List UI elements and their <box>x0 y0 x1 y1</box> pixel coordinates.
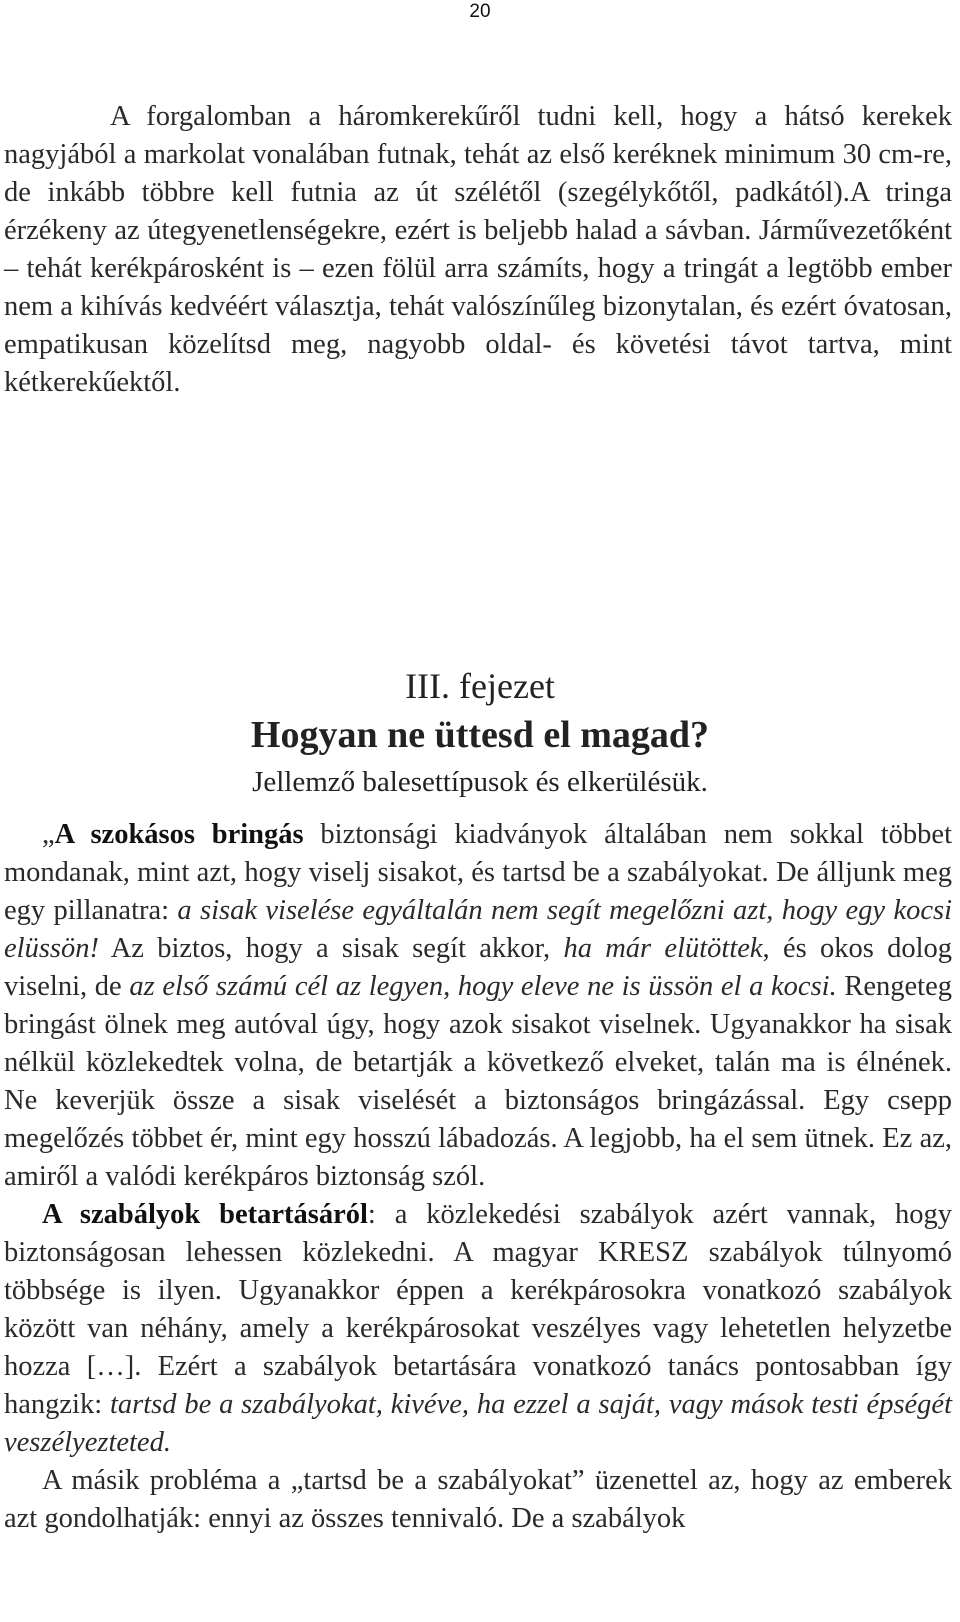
section-text: biztonsági kiadványok általában nem sokkal többet mondanak, mint azt, hogy viselj sisakot, és tartsd be a szabályokat. De álljunk meg egy pillanatra: <box>4 819 952 926</box>
emphasis-text: ha már elütöttek <box>563 933 763 964</box>
intro-paragraph <box>4 98 952 402</box>
emphasis-text: az első számú cél az legyen, hogy eleve ne is üssön el a kocsi. <box>129 971 837 1002</box>
chapter-body <box>4 816 952 1538</box>
emphasis-text: a sisak viselése egyáltalán nem segít megelőzni azt, hogy egy kocsi elüssön! <box>4 895 952 964</box>
section-text: : a közlekedési szabályok azért vannak, hogy biztonságosan lehessen közlekedni. A magyar KRESZ szabályok túlnyomó többsége is ilyen. Ugyanakkor éppen a kerékpárosokra vonatkozó szabályok között van néhány, amely a kerékpárosokat veszélyes vagy lehetetlen helyzetbe hozza […]. Ezért a szabályok betartására vonatkozó tanács pontosabban így hangzik: <box>4 1199 952 1420</box>
intro-paragraph-text: A forgalomban a háromkerekűről tudni kell, hogy a hátsó kerekek nagyjából a markolat vonalában futnak, tehát az első keréknek minimum 30 cm-re, de inkább többre kell futnia az út szélétől (szegélykőtől, padkától).A tringa érzékeny az útegyenetlenségekre, ezért is beljebb halad a sávban. Járművezetőként – tehát kerékpárosként is – ezen fölül arra számíts, hogy a tringát a legtöbb ember nem a kihívás kedvéért választja, tehát valószínűleg bizonytalan, és ezért óvatosan, empatikusan közelítsd meg, nagyobb oldal- és követési távot tartva, mint kétkerekűektől. <box>4 101 952 398</box>
section-text: A másik probléma a „tartsd be a szabályokat” üzenettel az, hogy az emberek azt gondolhatják: ennyi az összes tennivaló. De a szabályok <box>4 1465 952 1534</box>
section-other-problem <box>4 1462 952 1538</box>
chapter-number: III. fejezet <box>405 666 555 706</box>
section-heading-typical-cyclist: A szokásos bringás <box>54 819 304 850</box>
open-quote: „ <box>42 819 55 850</box>
emphasis-text: tartsd be a szabályokat, kivéve, ha ezzel a saját, vagy mások testi épségét veszélyezteted. <box>4 1389 952 1458</box>
section-rules <box>4 1196 952 1462</box>
section-heading-rules: A szabályok betartásáról <box>42 1199 368 1230</box>
page-number: 20 <box>469 1 491 22</box>
section-typical-cyclist <box>4 816 952 1196</box>
section-text: Az biztos, hogy a sisak segít akkor, <box>99 933 564 964</box>
chapter-title: Hogyan ne üttesd el magad? <box>250 714 710 756</box>
section-text: , és okos dolog viselni, de <box>4 933 953 1002</box>
chapter-subtitle: Jellemző balesettípusok és elkerülésük. <box>252 766 708 798</box>
section-text: Rengeteg bringást ölnek meg autóval úgy, hogy azok sisakot viselnek. Ugyanakkor ha sisak nélkül közlekedtek volna, de betartják a következő elveket, talán ma is élnének. Ne keverjük össze a sisak viselését a biztonságos bringázással. Egy csepp megelőzés többet ér, mint egy hosszú lábadozás. A legjobb, ha el sem ütnek. Ez az, amiről a valódi kerékpáros biztonság szól. <box>4 971 952 1192</box>
